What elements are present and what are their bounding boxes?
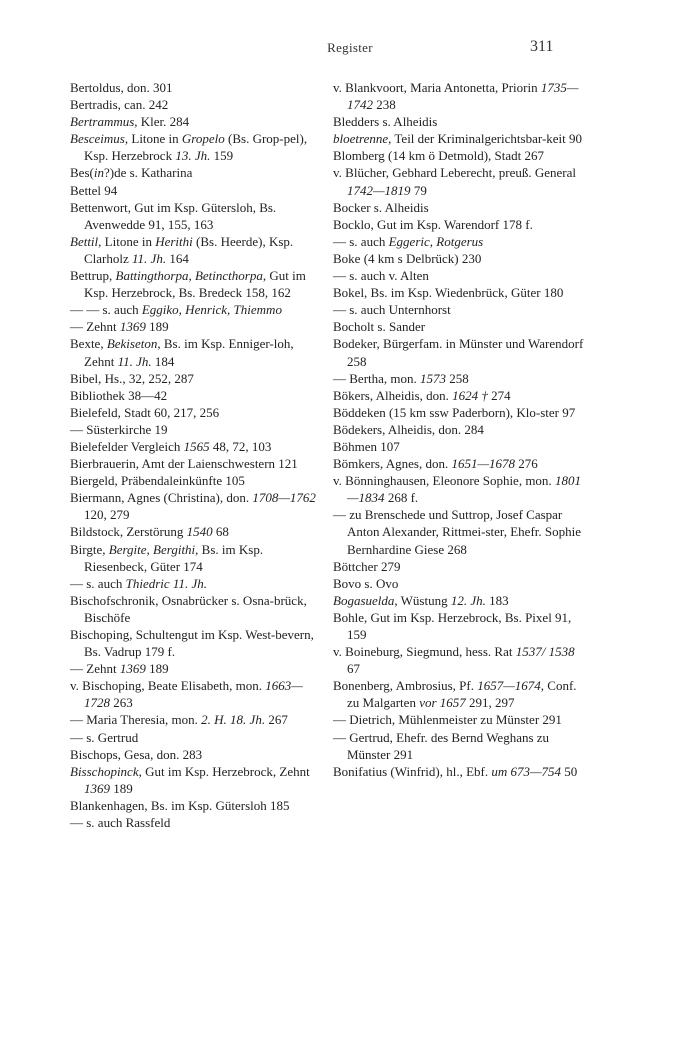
index-entry: Böttcher 279 <box>333 558 401 574</box>
index-entry: Bledders s. Alheidis <box>333 114 438 130</box>
index-entry: Biermann, Agnes (Christina), don. 1708—1762 120, 279 <box>70 490 316 523</box>
index-entry: Böhmen 107 <box>333 438 400 454</box>
index-entry: — s. auch Rassfeld <box>70 815 171 831</box>
index-entry: Bertradis, can. 242 <box>70 97 169 113</box>
index-entry: — s. Gertrud <box>70 729 139 745</box>
index-entry: — s. auch Thiedric 11. Jh. <box>70 575 207 591</box>
index-entry: Bettil, Litone in Herithi (Bs. Heerde), Ksp. Clarholz 11. Jh. 164 <box>70 233 294 266</box>
index-entry: bloetrenne, Teil der Kriminalgerichtsbar-keit 90 <box>333 131 583 147</box>
index-entry: Bökers, Alheidis, don. 1624 † 274 <box>333 387 511 403</box>
index-entry: Bierbrauerin, Amt der Laienschwestern 121 <box>70 456 298 472</box>
index-entry: Bohle, Gut im Ksp. Herzebrock, Bs. Pixel 91, 159 <box>333 609 572 642</box>
index-entry: Bexte, Bekiseton, Bs. im Ksp. Enniger-loh, Zehnt 11. Jh. 184 <box>70 336 294 369</box>
index-entry: Bocklo, Gut im Ksp. Warendorf 178 f. <box>333 216 533 232</box>
index-entry: Bettenwort, Gut im Ksp. Gütersloh, Bs. Avenwedde 91, 155, 163 <box>70 199 277 232</box>
index-entry: Blankenhagen, Bs. im Ksp. Gütersloh 185 <box>70 797 290 813</box>
index-entry: Bertrammus, Kler. 284 <box>70 114 190 130</box>
index-entry: — — s. auch Eggiko, Henrick, Thiemmo <box>70 302 282 318</box>
index-entry: — zu Brenschede und Suttrop, Josef Caspar Anton Alexander, Rittmei-ster, Ehefr. Sophie Bernhardine Giese 268 <box>333 507 581 557</box>
index-entry: Bokel, Bs. im Ksp. Wiedenbrück, Güter 180 <box>333 285 564 301</box>
index-entry: Bömkers, Agnes, don. 1651—1678 276 <box>333 456 538 472</box>
index-entry: Bischoping, Schultengut im Ksp. West-bevern, Bs. Vadrup 179 f. <box>70 627 314 660</box>
index-entry: — Zehnt 1369 189 <box>70 319 169 335</box>
index-entry: Bertoldus, don. 301 <box>70 80 173 95</box>
page-number: 311 <box>530 38 554 55</box>
index-entry: Besceimus, Litone in Gropelo (Bs. Grop-pel), Ksp. Herzebrock 13. Jh. 159 <box>70 131 308 164</box>
index-entry: — Dietrich, Mühlenmeister zu Münster 291 <box>333 712 562 728</box>
index-entry: Bibliothek 38—42 <box>70 387 168 403</box>
index-entry: Bibel, Hs., 32, 252, 287 <box>70 370 194 386</box>
index-entry: — Süsterkirche 19 <box>70 421 168 437</box>
index-entry: — s. auch v. Alten <box>333 268 429 284</box>
index-entry: v. Blankvoort, Maria Antonetta, Priorin 1735—1742 238 <box>333 80 579 113</box>
running-header-title: Register <box>327 40 373 55</box>
index-entry: Bodeker, Bürgerfam. in Münster und Warendorf 258 <box>333 336 584 369</box>
index-entry: Bonenberg, Ambrosius, Pf. 1657—1674, Conf. zu Malgarten vor 1657 291, 297 <box>333 678 577 711</box>
index-entry: Bischofschronik, Osnabrücker s. Osna-brück, Bischöfe <box>70 592 307 625</box>
index-entry: — Gertrud, Ehefr. des Bernd Weghans zu Münster 291 <box>333 729 550 762</box>
index-entry: Bildstock, Zerstörung 1540 68 <box>70 524 229 540</box>
index-entry: Boke (4 km s Delbrück) 230 <box>333 250 482 266</box>
index-entry: — s. auch Unternhorst <box>333 302 451 318</box>
index-entry: Birgte, Bergite, Bergithi, Bs. im Ksp. Riesenbeck, Güter 174 <box>70 541 264 574</box>
index-entry: Bocker s. Alheidis <box>333 199 429 215</box>
index-column-right <box>333 79 585 780</box>
index-entry: — s. auch Eggeric, Rotgerus <box>333 233 484 249</box>
index-entry: Bocholt s. Sander <box>333 319 426 335</box>
index-entry: Blomberg (14 km ö Detmold), Stadt 267 <box>333 148 544 164</box>
index-entry: Bischops, Gesa, don. 283 <box>70 746 203 762</box>
index-entry: — Bertha, mon. 1573 258 <box>333 370 469 386</box>
index-entry: Bettrup, Battingthorpa, Betincthorpa, Gut im Ksp. Herzebrock, Bs. Bredeck 158, 162 <box>70 268 306 301</box>
index-entry: v. Bönninghausen, Eleonore Sophie, mon. 1801—1834 268 f. <box>333 473 581 506</box>
index-entry: Bisschopinck, Gut im Ksp. Herzebrock, Zehnt 1369 189 <box>70 763 310 796</box>
index-entry: Bonifatius (Winfrid), hl., Ebf. um 673—754 50 <box>333 763 578 779</box>
index-entry: Bödekers, Alheidis, don. 284 <box>333 421 484 437</box>
index-entry: Bielefeld, Stadt 60, 217, 256 <box>70 404 220 420</box>
index-entry: Bettel 94 <box>70 182 118 198</box>
index-column-left <box>70 79 322 831</box>
index-entry: — Zehnt 1369 189 <box>70 661 169 677</box>
index-entry: Bes(in?)de s. Katharina <box>70 165 193 181</box>
index-entry: Bovo s. Ovo <box>333 575 399 591</box>
index-entry: v. Blücher, Gebhard Leberecht, preuß. General 1742—1819 79 <box>333 165 576 198</box>
index-entry: v. Bischoping, Beate Elisabeth, mon. 1663—1728 263 <box>70 678 303 711</box>
index-entry: Bogasuelda, Wüstung 12. Jh. 183 <box>333 592 509 608</box>
index-entry: — Maria Theresia, mon. 2. H. 18. Jh. 267 <box>70 712 288 728</box>
index-entry: Böddeken (15 km ssw Paderborn), Klo-ster 97 <box>333 404 576 420</box>
index-entry: v. Boineburg, Siegmund, hess. Rat 1537/ 1538 67 <box>333 644 575 677</box>
index-entry: Biergeld, Präbendaleinkünfte 105 <box>70 473 245 489</box>
index-entry: Bielefelder Vergleich 1565 48, 72, 103 <box>70 438 272 454</box>
